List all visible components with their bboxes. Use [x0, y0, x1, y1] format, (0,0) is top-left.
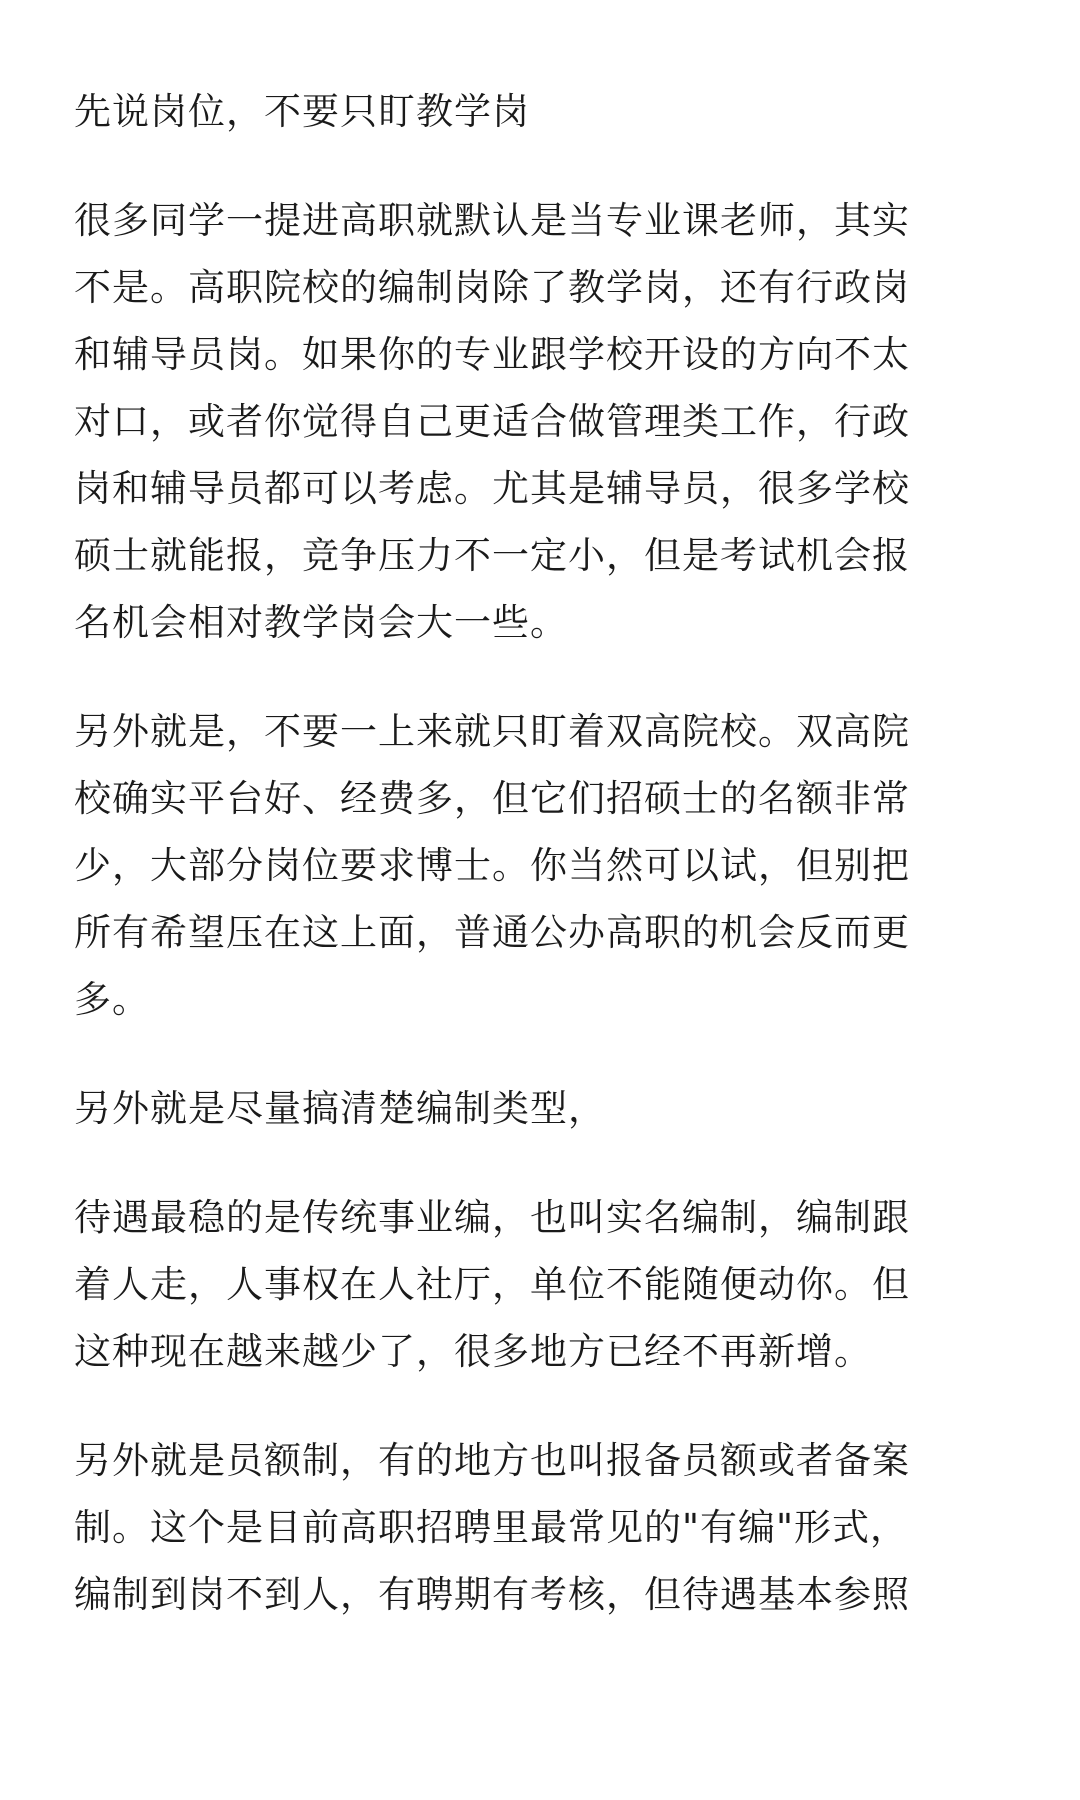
text-line: 校确实平台好、经费多，但它们招硕士的名额非常 [74, 777, 910, 820]
text-line: 少，大部分岗位要求博士。你当然可以试，但别把 [74, 844, 910, 887]
text-line: 编制到岗不到人，有聘期有考核，但待遇基本参照 [74, 1573, 910, 1616]
text-line: 多。 [74, 978, 150, 1021]
text-line: 和辅导员岗。如果你的专业跟学校开设的方向不太 [74, 333, 910, 376]
text-line: 另外就是员额制，有的地方也叫报备员额或者备案 [74, 1439, 910, 1482]
text-line: 不是。高职院校的编制岗除了教学岗，还有行政岗 [74, 266, 910, 309]
paragraph-heading-staffing-types [74, 1075, 1014, 1142]
paragraph-quota-staffing [74, 1427, 1014, 1628]
text-line: 制。这个是目前高职招聘里最常见的"有编"形式， [74, 1506, 909, 1549]
paragraph-heading-positions [74, 78, 1014, 145]
text-line: 名机会相对教学岗会大一些。 [74, 601, 568, 644]
paragraph-double-high-schools [74, 698, 1014, 1033]
text-line: 对口，或者你觉得自己更适合做管理类工作，行政 [74, 400, 910, 443]
text-line: 这种现在越来越少了，很多地方已经不再新增。 [74, 1330, 872, 1373]
text-line: 着人走，人事权在人社厅，单位不能随便动你。但 [74, 1263, 910, 1306]
text-line: 另外就是，不要一上来就只盯着双高院校。双高院 [74, 710, 910, 753]
text-line: 岗和辅导员都可以考虑。尤其是辅导员，很多学校 [74, 467, 910, 510]
paragraph-positions-detail [74, 187, 1014, 656]
text-line: 另外就是尽量搞清楚编制类型， [74, 1087, 606, 1130]
paragraph-traditional-staffing [74, 1184, 1014, 1385]
text-line: 先说岗位，不要只盯教学岗 [74, 90, 530, 133]
text-line: 所有希望压在这上面，普通公办高职的机会反而更 [74, 911, 910, 954]
text-line: 硕士就能报，竞争压力不一定小，但是考试机会报 [74, 534, 910, 577]
text-line: 待遇最稳的是传统事业编，也叫实名编制，编制跟 [74, 1196, 910, 1239]
text-line: 很多同学一提进高职就默认是当专业课老师，其实 [74, 199, 910, 242]
